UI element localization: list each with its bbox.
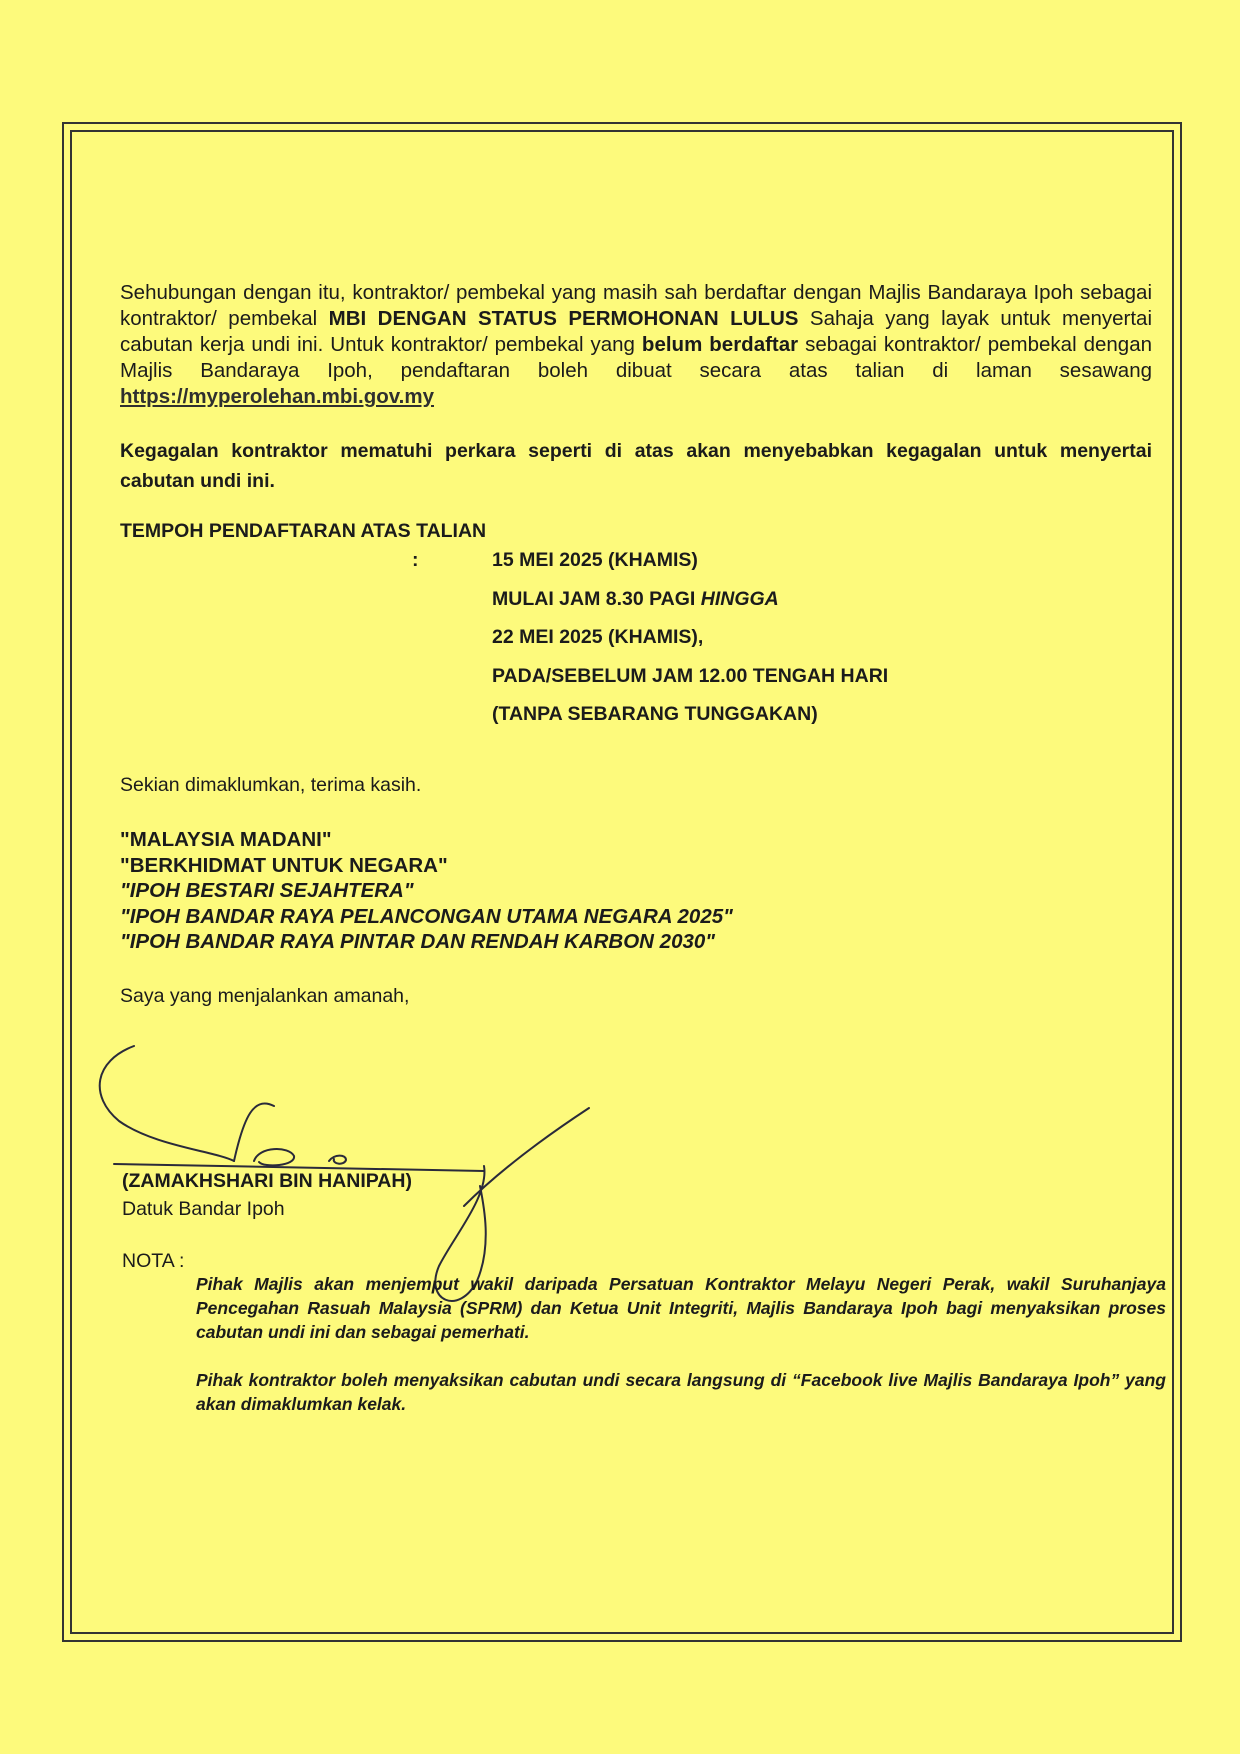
failure-warning-paragraph: Kegagalan kontraktor mematuhi perkara seperti di atas akan menyebabkan kegagalan untuk menyertai cabutan undi ini. — [120, 440, 1152, 492]
motto-4: "IPOH BANDAR RAYA PELANCONGAN UTAMA NEGARA 2025" — [120, 904, 733, 928]
schedule-end-time: PADA/SEBELUM JAM 12.00 TENGAH HARI — [492, 664, 889, 687]
registration-period-title: TEMPOH PENDAFTARAN ATAS TALIAN — [120, 520, 487, 542]
para1-bold-status: MBI DENGAN STATUS PERMOHONAN LULUS — [328, 307, 799, 330]
para1-text-3: sebagai kontraktor/ pembekal dengan Majlis Bandaraya Ipoh, pendaftaran boleh dibuat secara atas talian di laman sesawang — [120, 333, 1153, 382]
schedule-end-date: 22 MEI 2025 (KHAMIS), — [492, 626, 704, 648]
motto-3: "IPOH BESTARI SEJAHTERA" — [120, 879, 414, 902]
para1-text-2: Sahaja yang layak untuk menyertai cabutan kerja undi ini. Untuk kontraktor/ pembekal yang — [120, 307, 1153, 356]
closing-line: Sekian dimaklumkan, terima kasih. — [120, 774, 422, 796]
motto-list — [120, 827, 1152, 955]
motto-2: "BERKHIDMAT UNTUK NEGARA" — [120, 853, 448, 877]
para1-text-1: Sehubungan dengan itu, kontraktor/ pembekal yang masih sah berdaftar dengan Majlis Bandaraya Ipoh sebagai kontraktor/ pembekal — [120, 281, 1152, 330]
motto-1: "MALAYSIA MADANI" — [120, 828, 332, 851]
letter-body — [120, 280, 1152, 1008]
schedule-start-date: 15 MEI 2025 (KHAMIS) — [492, 549, 698, 571]
motto-5: "IPOH BANDAR RAYA PINTAR DAN RENDAH KARBON 2030" — [120, 930, 716, 953]
note-paragraph-2: Pihak kontraktor boleh menyaksikan cabutan undi secara langsung di “Facebook live Majlis Bandaraya Ipoh” yang akan dimaklumkan kelak. — [196, 1370, 1166, 1414]
signatory-name: (ZAMAKHSHARI BIN HANIPAH) — [122, 1170, 412, 1192]
signatory-position: Datuk Bandar Ipoh — [122, 1198, 285, 1220]
para1-bold-unregistered: belum berdaftar — [641, 333, 799, 356]
sign-off-line: Saya yang menjalankan amanah, — [120, 984, 410, 1007]
note-paragraph-1: Pihak Majlis akan menjemput wakil daripada Persatuan Kontraktor Melayu Negeri Perak, wakil Suruhanjaya Pencegahan Rasuah Malaysia (SPRM) dan Ketua Unit Integriti, Majlis Bandaraya Ipoh bagi menyaksikan proses cabutan undi ini dan sebagai pemerhati. — [196, 1274, 1166, 1342]
registration-link[interactable]: https://myperolehan.mbi.gov.my — [120, 385, 434, 408]
note-label: NOTA : — [122, 1250, 185, 1272]
schedule-until-word: HINGGA — [700, 587, 779, 610]
schedule-condition: (TANPA SEBARANG TUNGGAKAN) — [492, 703, 818, 725]
schedule-start-time-text: MULAI JAM 8.30 PAGI — [492, 587, 701, 610]
note-body — [196, 1272, 1166, 1416]
schedule-colon: : — [412, 549, 419, 571]
eligibility-paragraph — [120, 280, 1152, 410]
registration-schedule — [120, 549, 1152, 744]
schedule-start-time — [492, 588, 888, 627]
